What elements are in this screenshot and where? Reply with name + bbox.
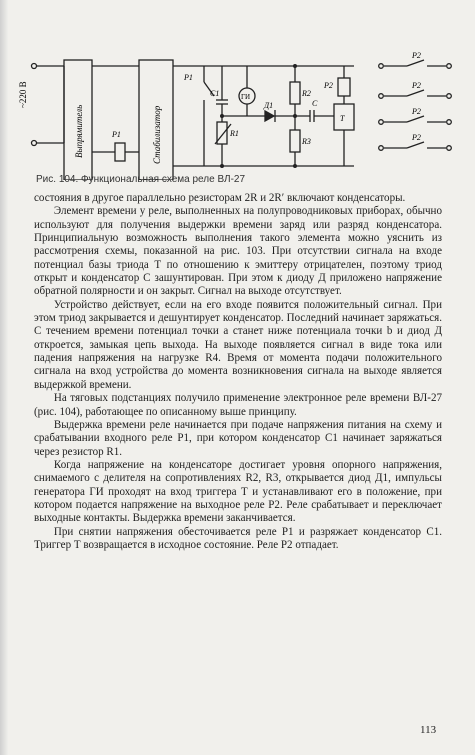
relay-p1-contact (115, 143, 125, 161)
rectifier-label: Выпрямитель (74, 104, 84, 158)
r3-label: R3 (302, 137, 311, 146)
paragraph-4: На тяговых подстанциях получило применение электронное реле времени ВЛ-27 (рис. 104), работающее по описанному выше принципу. (34, 392, 442, 418)
body-text (34, 192, 442, 552)
p2-coil-label: P2 (324, 81, 333, 90)
t-label: T (340, 114, 345, 123)
d1-label: Д1 (264, 101, 274, 110)
r1-label: R1 (230, 129, 239, 138)
resistor-r2 (290, 82, 300, 104)
c1-label: C1 (210, 89, 220, 98)
paragraph-7: При снятии напряжения обесточивается реле Р1 и разряжает конденсатор С1. Триггер Т возвращается в исходное состояние. Реле Р2 отпадает. (34, 525, 442, 551)
stabilizer-label: Стабилизатор (152, 105, 162, 164)
paragraph-5: Выдержка времени реле начинается при подаче напряжения питания на схему и срабатывании входного реле Р1, при котором конденсатор С1 начинает заряжаться через резистор R1. (34, 418, 442, 458)
input-terminal-top (32, 64, 37, 69)
circuit-diagram (12, 40, 467, 180)
resistor-r3 (290, 130, 300, 152)
r2-label: R2 (302, 89, 311, 98)
input-terminal-bottom (32, 141, 37, 146)
resistor-r1 (217, 122, 227, 144)
p2-contact-label-4: P2 (412, 133, 421, 142)
p2-contact-label-1: P2 (412, 51, 421, 60)
relay-p2-coil (338, 78, 350, 96)
gi-label: ГИ (241, 93, 251, 101)
page-number: 113 (420, 724, 437, 736)
page-spine-shadow (0, 0, 8, 755)
p2-contact-label-2: P2 (412, 81, 421, 90)
p1-label: P1 (184, 73, 193, 82)
input-voltage-label: ~220 В (18, 81, 28, 108)
paragraph-6: Когда напряжение на конденсаторе достигает уровня опорного напряжения, снимаемого с делителя на сопротивлениях R2, R3, открывается диод Д1, импульсы генератора ГИ проходят на вход триггера Т и устанавливают его в положение, при котором подается напряжение на выходное реле Р2. Реле срабатывает и переключает выходные контакты. Выдержка времени заканчивается. (34, 458, 442, 525)
paragraph-2: Элемент времени у реле, выполненных на полупроводниковых приборах, обычно используют для получения выдержки времени заряд или разряд конденсатора. Принципиальную возможность выполнения такого элемента можно уяснить из рассмотрения схемы, показанной на рис. 103. При отсутствии сигнала на входе потенциал базы триода Т по отношению к эмиттеру отрицателен, поэтому триод открыт и конденсатор С зашунтирован. При этом к диоду Д приложено напряжение обратной полярности и он закрыт. Сигнал на выходе отсутствует. (34, 205, 442, 298)
p1-contact-label: P1 (112, 130, 121, 139)
p2-contact-label-3: P2 (412, 107, 421, 116)
figure-caption: Рис. 104. Функциональная схема реле ВЛ-27 (36, 174, 246, 185)
c-label: C (312, 99, 318, 108)
paragraph-1: состояния в другое параллельно резисторам 2R и 2R′ включают конденсаторы. (34, 192, 406, 204)
paragraph-3: Устройство действует, если на его входе появится положительный сигнал. При этом триод закрывается и дешунтирует конденсатор. Последний начинает заряжаться. С течением времени потенциал точки a станет ниже потенциала точки b и диод Д откроется, замыкая цепь выхода. На выходе появляется сигнал в виде тока или падения напряжения на нагрузке R4. Время от момента подачи положительного сигнала на вход устройства до момента возникновения сигнала на выходе является выдержкой времени. (34, 298, 442, 391)
